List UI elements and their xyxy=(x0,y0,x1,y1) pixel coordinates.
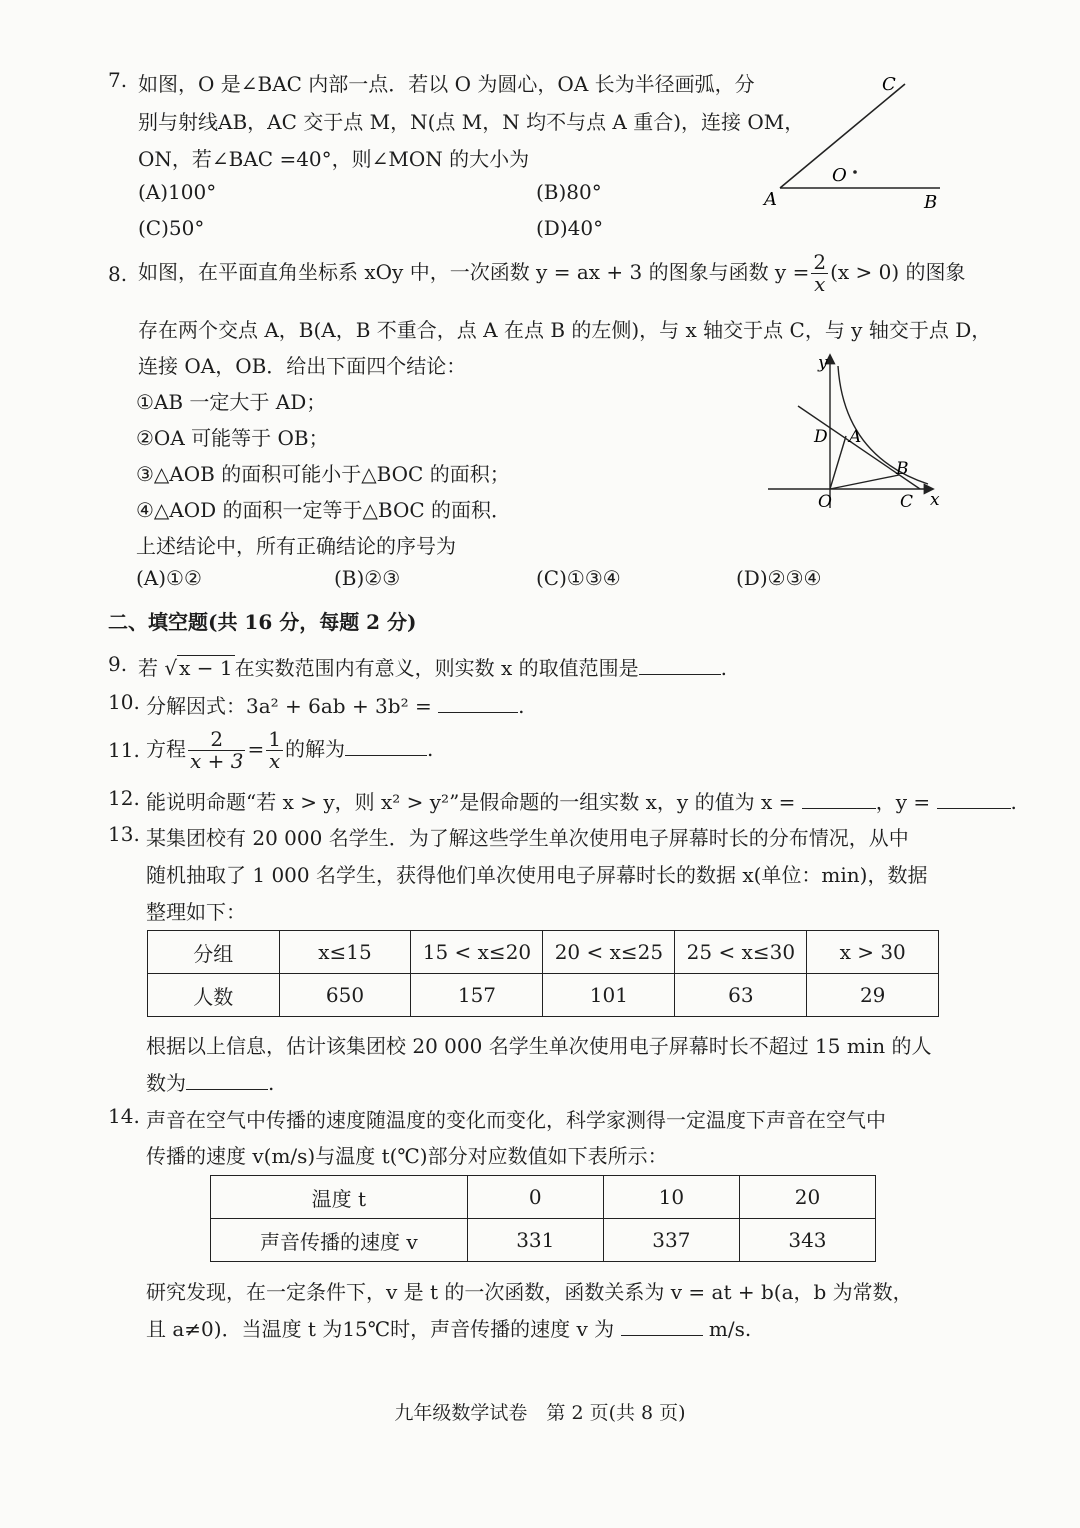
q8-conclusion-3: ③△AOB 的面积可能小于△BOC 的面积； xyxy=(136,462,510,486)
q14-after2-line xyxy=(146,1313,751,1342)
q7-line1: 如图，O 是∠BAC 内部一点．若以 O 为圆心，OA 长为半径画弧，分 xyxy=(138,72,755,96)
q14-after2: 且 a≠0)．当温度 t 为15℃时，声音传播的速度 v 为 xyxy=(146,1317,615,1341)
q13-answer-blank[interactable] xyxy=(186,1069,268,1090)
table-cell: 29 xyxy=(807,974,939,1017)
q10-pre: 分解因式：3a² + 6ab + 3b² = xyxy=(146,694,432,718)
q13-table xyxy=(147,930,939,1017)
label-c: C xyxy=(900,492,914,512)
segment-oa xyxy=(830,436,846,489)
q13-number: 13. xyxy=(108,822,140,846)
table-cell: 声音传播的速度 v xyxy=(211,1219,468,1262)
table-row xyxy=(211,1219,876,1262)
q11-end: . xyxy=(426,737,434,761)
q7-option-c: (C)50° xyxy=(138,216,205,240)
table-cell: 650 xyxy=(279,974,411,1017)
q13-line2: 随机抽取了 1 000 名学生，获得他们单次使用电子屏幕时长的数据 x(单位：min)，数据 xyxy=(146,863,928,887)
q12-pre: 能说明命题“若 x > y，则 x² > y²”是假命题的一组实数 x，y 的值为 x = xyxy=(146,790,796,814)
table-cell: 10 xyxy=(603,1176,739,1219)
q9-answer-blank[interactable] xyxy=(639,654,721,675)
label-y: y xyxy=(818,353,828,373)
table-cell: x > 30 xyxy=(807,931,939,974)
q11-line xyxy=(146,726,433,772)
q8-graph-figure xyxy=(760,348,950,518)
section2-title: 二、填空题(共 16 分，每题 2 分) xyxy=(108,610,417,634)
q8-conclusion-2: ②OA 可能等于 OB； xyxy=(136,426,329,450)
q7-option-d: (D)40° xyxy=(536,216,604,240)
table-cell: 343 xyxy=(739,1219,875,1262)
table-cell: 157 xyxy=(411,974,543,1017)
q8-line1-post: (x > 0) 的图象 xyxy=(830,260,966,284)
q14-answer-blank[interactable] xyxy=(621,1315,703,1336)
q9-number: 9. xyxy=(108,652,128,676)
label-b: B xyxy=(924,192,938,213)
hyperbola-curve xyxy=(838,366,928,484)
label-x: x xyxy=(930,490,940,510)
q13-end: . xyxy=(268,1071,275,1095)
table-cell: 337 xyxy=(603,1219,739,1262)
q11-f1-num: 2 xyxy=(188,729,245,751)
q11-fraction-1 xyxy=(188,729,245,772)
q8-option-a: (A)①② xyxy=(136,566,202,590)
q14-number: 14. xyxy=(108,1104,140,1128)
q8-line2: 存在两个交点 A，B(A，B 不重合，点 A 在点 B 的左侧)，与 x 轴交于点 C，与 y 轴交于点 D， xyxy=(138,318,992,342)
table-row xyxy=(211,1176,876,1219)
q9-end: . xyxy=(720,656,727,680)
table-cell: 分组 xyxy=(148,931,280,974)
q8-conclusion-1: ①AB 一定大于 AD； xyxy=(136,390,327,414)
label-c: C xyxy=(882,74,896,95)
q13-after2: 数为 xyxy=(146,1071,186,1095)
q13-after2-line xyxy=(146,1067,274,1096)
q14-after1: 研究发现，在一定条件下，v 是 t 的一次函数，函数关系为 v = at + b(a，b 为常数， xyxy=(146,1280,913,1304)
table-cell: 20 xyxy=(739,1176,875,1219)
q9-radicand: x − 1 xyxy=(179,656,233,680)
q11-fraction-2 xyxy=(266,729,283,772)
q8-option-d: (D)②③④ xyxy=(736,566,822,590)
point-o xyxy=(853,170,857,174)
label-a: A xyxy=(849,427,862,447)
label-o: O xyxy=(832,165,847,186)
q8-ask: 上述结论中，所有正确结论的序号为 xyxy=(136,534,456,558)
table-cell: 331 xyxy=(467,1219,603,1262)
q13-line3: 整理如下： xyxy=(146,900,246,924)
q7-angle-figure xyxy=(750,60,950,220)
table-cell: 温度 t xyxy=(211,1176,468,1219)
q10-line xyxy=(146,690,524,719)
q12-mid: ，y = xyxy=(875,790,931,814)
q14-line2: 传播的速度 v(m/s)与温度 t(℃)部分对应数值如下表所示： xyxy=(146,1144,668,1168)
q7-line3: ON，若∠BAC =40°，则∠MON 的大小为 xyxy=(138,147,530,171)
q14-table xyxy=(210,1175,876,1262)
q8-conclusion-4: ④△AOD 的面积一定等于△BOC 的面积． xyxy=(136,498,512,522)
q10-answer-blank[interactable] xyxy=(438,692,518,713)
q12-line xyxy=(146,786,1017,815)
q12-end: . xyxy=(1010,790,1017,814)
label-o: O xyxy=(818,492,832,512)
q13-after1: 根据以上信息，估计该集团校 20 000 名学生单次使用电子屏幕时长不超过 15 min 的人 xyxy=(146,1034,932,1058)
q11-f2-den: x xyxy=(268,749,281,773)
q9-pre: 若 xyxy=(138,656,158,680)
table-cell: 20 < x≤25 xyxy=(543,931,675,974)
q8-line3: 连接 OA，OB．给出下面四个结论： xyxy=(138,354,467,378)
q11-answer-blank[interactable] xyxy=(345,735,427,756)
table-cell: 15 < x≤20 xyxy=(411,931,543,974)
q8-line1-pre: 如图，在平面直角坐标系 xOy 中，一次函数 y = ax + 3 的图象与函数 y = xyxy=(138,260,810,284)
q11-number: 11. xyxy=(108,738,140,762)
table-cell: 101 xyxy=(543,974,675,1017)
q9-line xyxy=(138,652,727,681)
q7-option-b: (B)80° xyxy=(536,180,602,204)
q7-line2: 别与射线AB，AC 交于点 M，N(点 M，N 均不与点 A 重合)，连接 OM， xyxy=(138,110,805,134)
table-cell: 63 xyxy=(675,974,807,1017)
q8-number: 8. xyxy=(108,262,128,286)
q10-number: 10. xyxy=(108,690,140,714)
q12-y-blank[interactable] xyxy=(937,788,1011,809)
label-b: B xyxy=(896,459,909,479)
q11-pre: 方程 xyxy=(146,737,186,761)
label-d: D xyxy=(814,427,828,447)
q13-line1: 某集团校有 20 000 名学生．为了解这些学生单次使用电子屏幕时长的分布情况，从中 xyxy=(146,826,909,850)
q12-number: 12. xyxy=(108,786,140,810)
q8-option-c: (C)①③④ xyxy=(536,566,621,590)
q10-end: . xyxy=(518,694,525,718)
q8-option-b: (B)②③ xyxy=(334,566,401,590)
q11-f1-den: x + 3 xyxy=(190,749,244,773)
q8-fraction xyxy=(811,252,828,295)
q9-post: 在实数范围内有意义，则实数 x 的取值范围是 xyxy=(234,656,639,680)
q7-option-a: (A)100° xyxy=(138,180,217,204)
q8-line1 xyxy=(138,250,966,295)
table-row xyxy=(148,974,939,1017)
table-row xyxy=(148,931,939,974)
q11-post: 的解为 xyxy=(284,737,345,761)
page-footer: 九年级数学试卷 第 2 页(共 8 页) xyxy=(394,1402,686,1424)
label-a: A xyxy=(764,189,777,210)
q9-radical: √ x − 1 xyxy=(164,656,233,680)
table-cell: x≤15 xyxy=(279,931,411,974)
q14-line1: 声音在空气中传播的速度随温度的变化而变化，科学家测得一定温度下声音在空气中 xyxy=(146,1108,886,1132)
q7-number: 7. xyxy=(108,68,128,92)
table-cell: 25 < x≤30 xyxy=(675,931,807,974)
table-cell: 0 xyxy=(467,1176,603,1219)
q14-unit: m/s. xyxy=(708,1317,752,1341)
table-cell: 人数 xyxy=(148,974,280,1017)
q11-f2-num: 1 xyxy=(268,727,281,751)
segment-ob xyxy=(830,475,899,489)
q8-frac-den: x xyxy=(814,272,826,296)
q8-frac-num: 2 xyxy=(813,250,827,274)
q11-eq: = xyxy=(247,737,265,761)
q12-x-blank[interactable] xyxy=(802,788,876,809)
